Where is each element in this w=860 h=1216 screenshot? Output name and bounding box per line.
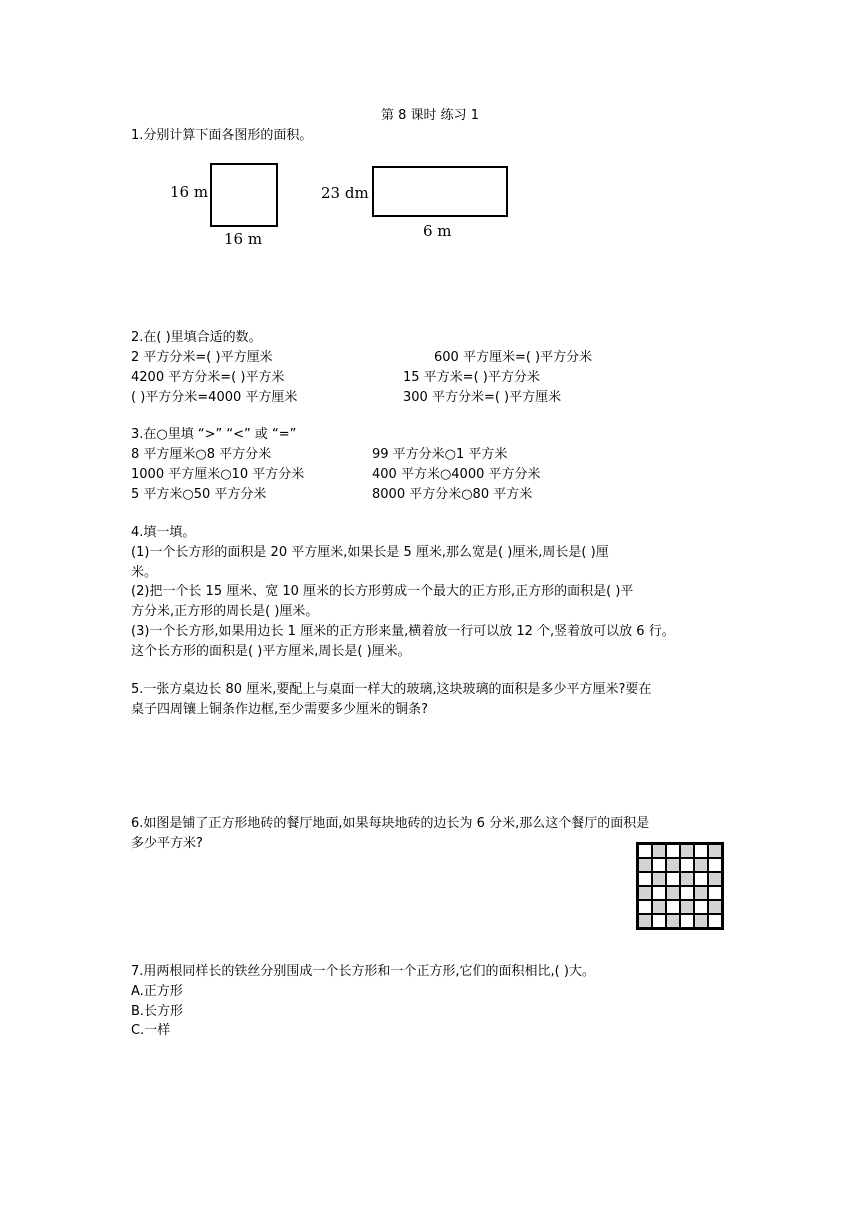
floor-tile bbox=[708, 914, 722, 928]
question-3-text: 3.在○里填 “>” “<” 或 “=” bbox=[131, 427, 297, 442]
floor-tile bbox=[694, 858, 708, 872]
floor-tile bbox=[666, 844, 680, 858]
q4-line: 米。 bbox=[131, 565, 158, 580]
floor-tile bbox=[694, 886, 708, 900]
floor-tile bbox=[638, 900, 652, 914]
q2-item: ( )平方分米=4000 平方厘米 bbox=[131, 390, 298, 405]
q3-item: 8 平方厘米○8 平方分米 bbox=[131, 447, 272, 462]
rectangle-figure bbox=[372, 166, 508, 217]
rect-bottom-label: 6 m bbox=[423, 222, 452, 240]
floor-tile bbox=[680, 844, 694, 858]
square-figure bbox=[210, 163, 278, 227]
floor-tile bbox=[708, 900, 722, 914]
q3-item: 400 平方米○4000 平方分米 bbox=[372, 467, 541, 482]
floor-tile bbox=[638, 886, 652, 900]
q7-option-c: C.一样 bbox=[131, 1023, 171, 1038]
floor-tile bbox=[638, 914, 652, 928]
q5-line: 5.一张方桌边长 80 厘米,要配上与桌面一样大的玻璃,这块玻璃的面积是多少平方厘米?要在 bbox=[131, 682, 652, 697]
square-side-label: 16 m bbox=[170, 183, 209, 201]
page-title: 第 8 课时 练习 1 bbox=[380, 108, 480, 123]
floor-tile bbox=[652, 872, 666, 886]
question-4-text: 4.填一填。 bbox=[131, 525, 196, 540]
q7-option-a: A.正方形 bbox=[131, 984, 183, 999]
q2-item: 15 平方米=( )平方分米 bbox=[403, 370, 540, 385]
q2-item: 2 平方分米=( )平方厘米 bbox=[131, 350, 273, 365]
q2-item: 300 平方分米=( )平方厘米 bbox=[403, 390, 562, 405]
floor-tile bbox=[666, 900, 680, 914]
square-bottom-label: 16 m bbox=[224, 230, 263, 248]
q3-item: 99 平方分米○1 平方米 bbox=[372, 447, 508, 462]
floor-tile bbox=[652, 858, 666, 872]
floor-tile bbox=[680, 914, 694, 928]
rect-side-label: 23 dm bbox=[321, 184, 369, 202]
floor-tile bbox=[708, 844, 722, 858]
floor-tile bbox=[708, 872, 722, 886]
floor-tile bbox=[652, 844, 666, 858]
floor-tile bbox=[666, 886, 680, 900]
q3-item: 5 平方米○50 平方分米 bbox=[131, 487, 267, 502]
q4-line: 这个长方形的面积是( )平方厘米,周长是( )厘米。 bbox=[131, 644, 411, 659]
question-2-text: 2.在( )里填合适的数。 bbox=[131, 330, 262, 345]
floor-tile bbox=[708, 858, 722, 872]
question-1-text: 1.分别计算下面各图形的面积。 bbox=[131, 128, 313, 143]
q4-line: (3)一个长方形,如果用边长 1 厘米的正方形来量,横着放一行可以放 12 个,竖着放可以放 6 行。 bbox=[131, 624, 675, 639]
floor-tile bbox=[694, 844, 708, 858]
floor-tile bbox=[638, 844, 652, 858]
q4-line: (2)把一个长 15 厘米、宽 10 厘米的长方形剪成一个最大的正方形,正方形的面积是( )平 bbox=[131, 584, 634, 599]
q6-line: 多少平方米? bbox=[131, 836, 203, 851]
floor-tile bbox=[680, 858, 694, 872]
floor-tile bbox=[680, 886, 694, 900]
q2-item: 4200 平方分米=( )平方米 bbox=[131, 370, 285, 385]
floor-tile bbox=[694, 914, 708, 928]
floor-tile bbox=[680, 872, 694, 886]
floor-tile bbox=[694, 872, 708, 886]
floor-tile bbox=[694, 900, 708, 914]
floor-tile bbox=[652, 914, 666, 928]
q2-item: 600 平方厘米=( )平方分米 bbox=[434, 350, 593, 365]
q4-line: (1)一个长方形的面积是 20 平方厘米,如果长是 5 厘米,那么宽是( )厘米,周长是( )厘 bbox=[131, 545, 609, 560]
floor-tile bbox=[666, 914, 680, 928]
floor-tile bbox=[638, 872, 652, 886]
q3-item: 8000 平方分米○80 平方米 bbox=[372, 487, 533, 502]
q6-line: 6.如图是铺了正方形地砖的餐厅地面,如果每块地砖的边长为 6 分米,那么这个餐厅的面积是 bbox=[131, 816, 650, 831]
q4-line: 方分米,正方形的周长是( )厘米。 bbox=[131, 604, 319, 619]
q7-option-b: B.长方形 bbox=[131, 1004, 184, 1019]
floor-tile bbox=[652, 900, 666, 914]
q5-line: 桌子四周镶上铜条作边框,至少需要多少厘米的铜条? bbox=[131, 702, 429, 717]
floor-tile bbox=[666, 858, 680, 872]
floor-tile bbox=[638, 858, 652, 872]
question-7-text: 7.用两根同样长的铁丝分别围成一个长方形和一个正方形,它们的面积相比,( )大。 bbox=[131, 964, 595, 979]
floor-tile bbox=[666, 872, 680, 886]
floor-tile bbox=[708, 886, 722, 900]
q3-item: 1000 平方厘米○10 平方分米 bbox=[131, 467, 305, 482]
floor-tile-grid bbox=[636, 842, 724, 930]
floor-tile bbox=[652, 886, 666, 900]
floor-tile bbox=[680, 900, 694, 914]
